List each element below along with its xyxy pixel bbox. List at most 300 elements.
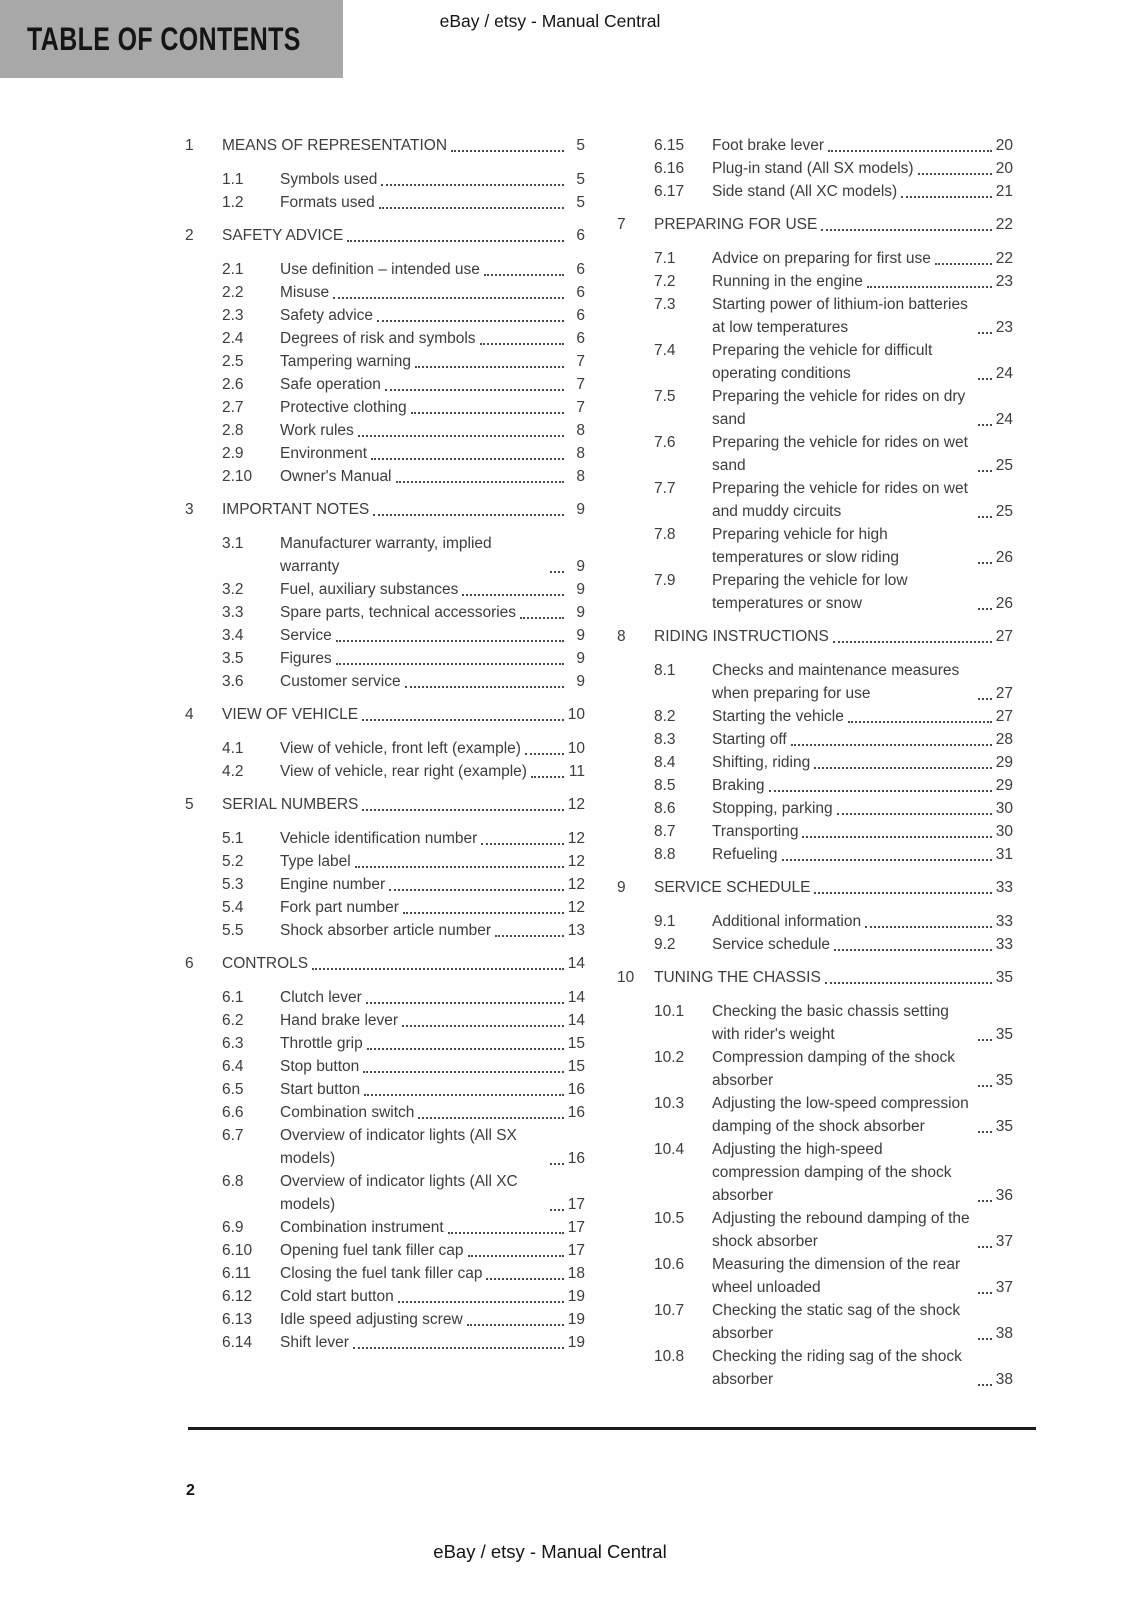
toc-entry-page: 25 bbox=[995, 503, 1013, 520]
toc-entry-title: Compression damping of the shock absorber bbox=[712, 1049, 955, 1089]
toc-entry-number: 6.13 bbox=[222, 1311, 253, 1328]
toc-entry-title: Overview of indicator lights (All XC models) bbox=[280, 1173, 518, 1213]
toc-entry-page: 6 bbox=[576, 330, 585, 347]
toc-leader-dots bbox=[978, 332, 992, 334]
toc-entry-title: Service schedule bbox=[712, 936, 831, 953]
toc-entry-page: 28 bbox=[995, 731, 1013, 748]
toc-entry-title: Preparing the vehicle for difficult operating conditions bbox=[712, 342, 933, 382]
toc-entry-number: 10.8 bbox=[654, 1348, 685, 1365]
toc-entry-page: 6 bbox=[576, 227, 585, 244]
toc-entry bbox=[185, 442, 585, 465]
toc-entry-title: Overview of indicator lights (All SX models) bbox=[280, 1127, 517, 1167]
toc-entry bbox=[617, 157, 1013, 180]
toc-entry-title: Checks and maintenance measures when preparing for use bbox=[712, 662, 960, 702]
toc-entry-number: 6.15 bbox=[654, 137, 685, 154]
toc-entry-page: 5 bbox=[576, 137, 585, 154]
toc-entry-page: 30 bbox=[995, 800, 1013, 817]
toc-leader-dots bbox=[484, 274, 564, 276]
toc-entry-number: 6.12 bbox=[222, 1288, 253, 1305]
toc-entry bbox=[617, 385, 1013, 431]
toc-entry-number: 7.7 bbox=[654, 480, 676, 497]
toc-entry-page: 35 bbox=[995, 1118, 1013, 1135]
toc-leader-dots bbox=[371, 458, 564, 460]
toc-entry-number: 5 bbox=[185, 796, 194, 813]
toc-entry-title: Measuring the dimension of the rear wheel unloaded bbox=[712, 1256, 961, 1296]
toc-entry-number: 2.8 bbox=[222, 422, 244, 439]
toc-leader-dots bbox=[396, 481, 564, 483]
toc-entry bbox=[617, 1138, 1013, 1207]
toc-entry-title: Vehicle identification number bbox=[280, 830, 478, 847]
toc-entry-title: Closing the fuel tank filler cap bbox=[280, 1265, 483, 1282]
toc-entry bbox=[185, 919, 585, 942]
toc-entry bbox=[185, 304, 585, 327]
toc-entry-page: 12 bbox=[567, 796, 585, 813]
toc-leader-dots bbox=[355, 866, 564, 868]
toc-entry-title: Opening fuel tank filler cap bbox=[280, 1242, 464, 1259]
toc-entry-page: 20 bbox=[995, 160, 1013, 177]
toc-entry-page: 15 bbox=[567, 1058, 585, 1075]
toc-leader-dots bbox=[978, 1292, 992, 1294]
toc-leader-dots bbox=[550, 1209, 564, 1211]
toc-entry bbox=[617, 293, 1013, 339]
toc-entry-number: 9 bbox=[617, 879, 626, 896]
toc-entry bbox=[185, 281, 585, 304]
toc-leader-dots bbox=[978, 1338, 992, 1340]
toc-leader-dots bbox=[451, 150, 564, 152]
toc-entry-title: Customer service bbox=[280, 673, 401, 690]
toc-entry-title: TUNING THE CHASSIS bbox=[654, 969, 821, 986]
toc-leader-dots bbox=[901, 196, 992, 198]
toc-entry-number: 5.4 bbox=[222, 899, 244, 916]
toc-entry bbox=[617, 751, 1013, 774]
toc-entry-number: 6.7 bbox=[222, 1127, 244, 1144]
toc-leader-dots bbox=[825, 982, 992, 984]
toc-entry-page: 27 bbox=[995, 708, 1013, 725]
toc-leader-dots bbox=[358, 435, 564, 437]
toc-leader-dots bbox=[531, 776, 564, 778]
toc-leader-dots bbox=[978, 1200, 992, 1202]
toc-entry-page: 18 bbox=[567, 1265, 585, 1282]
toc-entry-title: VIEW OF VEHICLE bbox=[222, 706, 359, 723]
toc-leader-dots bbox=[834, 949, 992, 951]
toc-leader-dots bbox=[978, 470, 992, 472]
toc-entry-number: 3.1 bbox=[222, 535, 244, 552]
toc-leader-dots bbox=[520, 617, 564, 619]
toc-entry-number: 6.14 bbox=[222, 1334, 253, 1351]
toc-entry bbox=[185, 827, 585, 850]
toc-leader-dots bbox=[468, 1255, 564, 1257]
toc-entry-page: 8 bbox=[576, 422, 585, 439]
toc-entry-page: 6 bbox=[576, 284, 585, 301]
toc-entry-page: 29 bbox=[995, 777, 1013, 794]
toc-entry-title: Stopping, parking bbox=[712, 800, 833, 817]
toc-entry-title: SERIAL NUMBERS bbox=[222, 796, 359, 813]
toc-entry-number: 2 bbox=[185, 227, 194, 244]
toc-entry-title: Preparing vehicle for high temperatures or slow riding bbox=[712, 526, 899, 566]
toc-leader-dots bbox=[385, 389, 564, 391]
toc-entry bbox=[185, 498, 585, 521]
toc-entry-title: Checking the static sag of the shock absorber bbox=[712, 1302, 961, 1342]
toc-entry-number: 8.4 bbox=[654, 754, 676, 771]
toc-entry-title: Tampering warning bbox=[280, 353, 411, 370]
toc-entry-page: 24 bbox=[995, 365, 1013, 382]
toc-entry-number: 6.16 bbox=[654, 160, 685, 177]
toc-entry-number: 10.7 bbox=[654, 1302, 685, 1319]
toc-entry-page: 33 bbox=[995, 936, 1013, 953]
toc-entry-title: SERVICE SCHEDULE bbox=[654, 879, 811, 896]
toc-entry-number: 7.5 bbox=[654, 388, 676, 405]
toc-entry bbox=[185, 396, 585, 419]
toc-entry bbox=[185, 896, 585, 919]
page-title: TABLE OF CONTENTS bbox=[27, 20, 301, 57]
toc-leader-dots bbox=[550, 571, 564, 573]
toc-entry-page: 16 bbox=[567, 1104, 585, 1121]
toc-entry-page: 22 bbox=[995, 216, 1013, 233]
toc-entry-number: 2.4 bbox=[222, 330, 244, 347]
toc-entry-title: Combination switch bbox=[280, 1104, 415, 1121]
toc-entry-page: 14 bbox=[567, 1012, 585, 1029]
toc-entry-page: 35 bbox=[995, 1026, 1013, 1043]
toc-entry-number: 9.2 bbox=[654, 936, 676, 953]
toc-entry bbox=[185, 465, 585, 488]
toc-entry-title: PREPARING FOR USE bbox=[654, 216, 818, 233]
toc-entry-page: 37 bbox=[995, 1233, 1013, 1250]
toc-entry-page: 7 bbox=[576, 399, 585, 416]
toc-entry bbox=[617, 625, 1013, 648]
toc-entry-title: Adjusting the high-speed compression damping of the shock absorber bbox=[712, 1141, 952, 1204]
toc-entry bbox=[185, 1009, 585, 1032]
toc-entry bbox=[185, 350, 585, 373]
toc-entry bbox=[617, 431, 1013, 477]
toc-entry-page: 12 bbox=[567, 899, 585, 916]
toc-entry-title: Fuel, auxiliary substances bbox=[280, 581, 459, 598]
toc-entry-number: 2.1 bbox=[222, 261, 244, 278]
toc-entry-title: Type label bbox=[280, 853, 351, 870]
toc-leader-dots bbox=[978, 516, 992, 518]
toc-entry bbox=[617, 933, 1013, 956]
toc-entry-title: Foot brake lever bbox=[712, 137, 824, 154]
toc-entry-number: 4 bbox=[185, 706, 194, 723]
toc-entry-page: 16 bbox=[567, 1150, 585, 1167]
toc-leader-dots bbox=[918, 173, 992, 175]
toc-leader-dots bbox=[480, 343, 564, 345]
toc-leader-dots bbox=[525, 753, 564, 755]
toc-leader-dots bbox=[848, 721, 992, 723]
toc-leader-dots bbox=[347, 240, 564, 242]
toc-entry-page: 38 bbox=[995, 1325, 1013, 1342]
toc-entry bbox=[185, 601, 585, 624]
toc-entry-number: 1 bbox=[185, 137, 194, 154]
toc-column-right bbox=[617, 134, 1013, 1391]
toc-entry-number: 3.6 bbox=[222, 673, 244, 690]
toc-entry-number: 10.5 bbox=[654, 1210, 685, 1227]
toc-entry-title: Formats used bbox=[280, 194, 375, 211]
toc-entry bbox=[617, 523, 1013, 569]
toc-entry-number: 6.9 bbox=[222, 1219, 244, 1236]
toc-column-left bbox=[185, 134, 585, 1354]
toc-entry-page: 9 bbox=[576, 673, 585, 690]
toc-entry-number: 8.7 bbox=[654, 823, 676, 840]
toc-leader-dots bbox=[978, 1246, 992, 1248]
toc-entry-title: Refueling bbox=[712, 846, 778, 863]
toc-entry bbox=[617, 966, 1013, 989]
toc-entry bbox=[185, 168, 585, 191]
toc-entry-title: Environment bbox=[280, 445, 368, 462]
toc-leader-dots bbox=[379, 207, 564, 209]
toc-leader-dots bbox=[481, 843, 564, 845]
toc-entry-title: View of vehicle, rear right (example) bbox=[280, 763, 527, 780]
toc-entry-page: 14 bbox=[567, 955, 585, 972]
toc-leader-dots bbox=[312, 968, 564, 970]
toc-entry-number: 6.5 bbox=[222, 1081, 244, 1098]
toc-entry-number: 6.8 bbox=[222, 1173, 244, 1190]
toc-entry-page: 35 bbox=[995, 969, 1013, 986]
toc-entry-title: Fork part number bbox=[280, 899, 399, 916]
toc-entry-title: Use definition – intended use bbox=[280, 261, 480, 278]
toc-entry-number: 6.11 bbox=[222, 1265, 252, 1282]
toc-leader-dots bbox=[362, 719, 564, 721]
toc-leader-dots bbox=[467, 1324, 564, 1326]
toc-entry-title: Stop button bbox=[280, 1058, 360, 1075]
toc-entry-number: 6.17 bbox=[654, 183, 685, 200]
toc-leader-dots bbox=[336, 640, 564, 642]
toc-entry bbox=[185, 191, 585, 214]
toc-entry bbox=[617, 247, 1013, 270]
toc-entry-page: 16 bbox=[567, 1081, 585, 1098]
toc-entry-title: Hand brake lever bbox=[280, 1012, 399, 1029]
toc-entry-number: 7.6 bbox=[654, 434, 676, 451]
toc-leader-dots bbox=[782, 859, 993, 861]
toc-leader-dots bbox=[353, 1347, 564, 1349]
toc-entry-title: Clutch lever bbox=[280, 989, 362, 1006]
toc-entry-number: 6.3 bbox=[222, 1035, 244, 1052]
toc-entry bbox=[617, 876, 1013, 899]
toc-entry-title: Misuse bbox=[280, 284, 330, 301]
toc-leader-dots bbox=[403, 912, 564, 914]
toc-entry-number: 6.6 bbox=[222, 1104, 244, 1121]
toc-entry-title: Shift lever bbox=[280, 1334, 349, 1351]
toc-entry-page: 9 bbox=[576, 604, 585, 621]
toc-leader-dots bbox=[865, 926, 992, 928]
toc-entry bbox=[185, 986, 585, 1009]
toc-entry-title: Adjusting the rebound damping of the shock absorber bbox=[712, 1210, 970, 1250]
toc-leader-dots bbox=[978, 1039, 992, 1041]
toc-entry bbox=[185, 670, 585, 693]
toc-entry-number: 8.1 bbox=[654, 662, 676, 679]
toc-entry-number: 2.3 bbox=[222, 307, 244, 324]
toc-entry-number: 2.5 bbox=[222, 353, 244, 370]
toc-entry-title: Spare parts, technical accessories bbox=[280, 604, 517, 621]
toc-entry-page: 6 bbox=[576, 307, 585, 324]
toc-entry-number: 2.6 bbox=[222, 376, 244, 393]
toc-entry bbox=[185, 532, 585, 578]
toc-entry-page: 17 bbox=[567, 1196, 585, 1213]
toc-entry bbox=[617, 659, 1013, 705]
toc-entry-title: IMPORTANT NOTES bbox=[222, 501, 370, 518]
toc-entry-title: Preparing the vehicle for rides on wet sand bbox=[712, 434, 968, 474]
toc-entry bbox=[617, 477, 1013, 523]
toc-entry-number: 10.1 bbox=[654, 1003, 685, 1020]
toc-entry bbox=[617, 270, 1013, 293]
toc-entry-number: 7.4 bbox=[654, 342, 676, 359]
toc-entry bbox=[185, 373, 585, 396]
toc-entry-title: Protective clothing bbox=[280, 399, 407, 416]
toc-entry-page: 12 bbox=[567, 853, 585, 870]
toc-entry-number: 8 bbox=[617, 628, 626, 645]
toc-entry bbox=[617, 134, 1013, 157]
toc-entry-title: Figures bbox=[280, 650, 332, 667]
footer-divider bbox=[188, 1427, 1036, 1430]
toc-entry bbox=[617, 910, 1013, 933]
toc-leader-dots bbox=[802, 836, 992, 838]
toc-leader-dots bbox=[550, 1163, 564, 1165]
toc-entry-number: 2.2 bbox=[222, 284, 244, 301]
toc-leader-dots bbox=[448, 1232, 564, 1234]
toc-entry bbox=[617, 820, 1013, 843]
toc-entry-number: 8.2 bbox=[654, 708, 676, 725]
toc-entry bbox=[617, 339, 1013, 385]
toc-entry-number: 3.3 bbox=[222, 604, 244, 621]
toc-leader-dots bbox=[495, 935, 564, 937]
toc-entry-title: Advice on preparing for first use bbox=[712, 250, 931, 267]
toc-entry-number: 7.9 bbox=[654, 572, 676, 589]
toc-entry-number: 6.4 bbox=[222, 1058, 244, 1075]
toc-leader-dots bbox=[364, 1094, 564, 1096]
toc-entry bbox=[185, 419, 585, 442]
toc-leader-dots bbox=[978, 1085, 992, 1087]
toc-entry-title: Cold start button bbox=[280, 1288, 394, 1305]
toc-entry-number: 6.10 bbox=[222, 1242, 253, 1259]
toc-entry-page: 25 bbox=[995, 457, 1013, 474]
toc-entry bbox=[185, 760, 585, 783]
toc-entry bbox=[617, 1000, 1013, 1046]
toc-entry bbox=[185, 624, 585, 647]
toc-entry-number: 7.2 bbox=[654, 273, 676, 290]
toc-entry-number: 4.2 bbox=[222, 763, 244, 780]
toc-entry-title: Service bbox=[280, 627, 332, 644]
toc-leader-dots bbox=[462, 594, 564, 596]
toc-entry-page: 36 bbox=[995, 1187, 1013, 1204]
toc-entry bbox=[617, 1345, 1013, 1391]
toc-entry bbox=[185, 1078, 585, 1101]
toc-entry-page: 26 bbox=[995, 549, 1013, 566]
toc-leader-dots bbox=[791, 744, 992, 746]
toc-entry-page: 11 bbox=[568, 763, 585, 780]
toc-entry-title: Side stand (All XC models) bbox=[712, 183, 898, 200]
toc-entry bbox=[185, 1170, 585, 1216]
toc-entry-title: CONTROLS bbox=[222, 955, 309, 972]
toc-leader-dots bbox=[837, 813, 992, 815]
toc-entry bbox=[617, 705, 1013, 728]
toc-entry bbox=[185, 1032, 585, 1055]
toc-entry-number: 1.2 bbox=[222, 194, 244, 211]
toc-entry-page: 17 bbox=[567, 1219, 585, 1236]
toc-leader-dots bbox=[398, 1301, 564, 1303]
toc-entry bbox=[617, 797, 1013, 820]
toc-entry-title: View of vehicle, front left (example) bbox=[280, 740, 521, 757]
toc-entry-title: Preparing the vehicle for low temperatures or snow bbox=[712, 572, 908, 612]
toc-entry-title: Symbols used bbox=[280, 171, 378, 188]
toc-entry-page: 5 bbox=[576, 194, 585, 211]
toc-entry bbox=[185, 873, 585, 896]
toc-entry-page: 6 bbox=[576, 261, 585, 278]
toc-entry bbox=[185, 134, 585, 157]
toc-entry-number: 7.3 bbox=[654, 296, 676, 313]
toc-entry-number: 4.1 bbox=[222, 740, 244, 757]
toc-entry-number: 10 bbox=[617, 969, 635, 986]
toc-entry bbox=[617, 843, 1013, 866]
toc-entry bbox=[617, 1046, 1013, 1092]
footer-running-title: eBay / etsy - Manual Central bbox=[433, 1541, 667, 1562]
toc-leader-dots bbox=[405, 686, 564, 688]
toc-entry-title: Checking the riding sag of the shock absorber bbox=[712, 1348, 962, 1388]
toc-entry-page: 31 bbox=[995, 846, 1013, 863]
toc-entry-number: 3.2 bbox=[222, 581, 244, 598]
toc-entry-number: 5.1 bbox=[222, 830, 244, 847]
toc-entry-page: 13 bbox=[567, 922, 585, 939]
toc-leader-dots bbox=[978, 562, 992, 564]
toc-entry-title: Manufacturer warranty, implied warranty bbox=[280, 535, 492, 575]
toc-entry-page: 15 bbox=[567, 1035, 585, 1052]
toc-leader-dots bbox=[978, 608, 992, 610]
toc-entry-page: 8 bbox=[576, 445, 585, 462]
toc-entry-page: 14 bbox=[567, 989, 585, 1006]
toc-leader-dots bbox=[411, 412, 564, 414]
toc-entry bbox=[185, 1285, 585, 1308]
toc-entry-page: 12 bbox=[567, 876, 585, 893]
toc-entry-number: 8.3 bbox=[654, 731, 676, 748]
toc-entry-page: 21 bbox=[995, 183, 1013, 200]
toc-entry bbox=[185, 1308, 585, 1331]
toc-leader-dots bbox=[814, 892, 992, 894]
toc-leader-dots bbox=[367, 1048, 564, 1050]
toc-entry-title: Engine number bbox=[280, 876, 386, 893]
toc-leader-dots bbox=[978, 698, 992, 700]
toc-entry bbox=[185, 1239, 585, 1262]
toc-entry bbox=[185, 737, 585, 760]
toc-entry bbox=[185, 1055, 585, 1078]
toc-entry-page: 24 bbox=[995, 411, 1013, 428]
toc-entry-number: 7.8 bbox=[654, 526, 676, 543]
toc-entry bbox=[185, 952, 585, 975]
toc-leader-dots bbox=[814, 767, 992, 769]
toc-entry-page: 35 bbox=[995, 1072, 1013, 1089]
toc-entry bbox=[617, 1207, 1013, 1253]
toc-entry-number: 5.3 bbox=[222, 876, 244, 893]
toc-entry-title: Idle speed adjusting screw bbox=[280, 1311, 463, 1328]
toc-entry-page: 7 bbox=[576, 376, 585, 393]
toc-entry-number: 6 bbox=[185, 955, 194, 972]
toc-leader-dots bbox=[366, 1002, 564, 1004]
toc-leader-dots bbox=[978, 1384, 992, 1386]
header-running-title: eBay / etsy - Manual Central bbox=[439, 11, 661, 31]
toc-entry-page: 8 bbox=[576, 468, 585, 485]
toc-entry-page: 10 bbox=[567, 706, 585, 723]
toc-leader-dots bbox=[828, 150, 992, 152]
toc-entry bbox=[185, 578, 585, 601]
toc-entry-title: Additional information bbox=[712, 913, 862, 930]
toc-leader-dots bbox=[935, 263, 992, 265]
toc-entry bbox=[185, 1262, 585, 1285]
toc-entry-title: Transporting bbox=[712, 823, 799, 840]
toc-entry-number: 2.9 bbox=[222, 445, 244, 462]
toc-entry-page: 22 bbox=[995, 250, 1013, 267]
toc-entry-page: 33 bbox=[995, 879, 1013, 896]
toc-entry-page: 20 bbox=[995, 137, 1013, 154]
toc-columns bbox=[185, 134, 1013, 1391]
toc-entry-number: 10.3 bbox=[654, 1095, 685, 1112]
toc-entry-page: 26 bbox=[995, 595, 1013, 612]
